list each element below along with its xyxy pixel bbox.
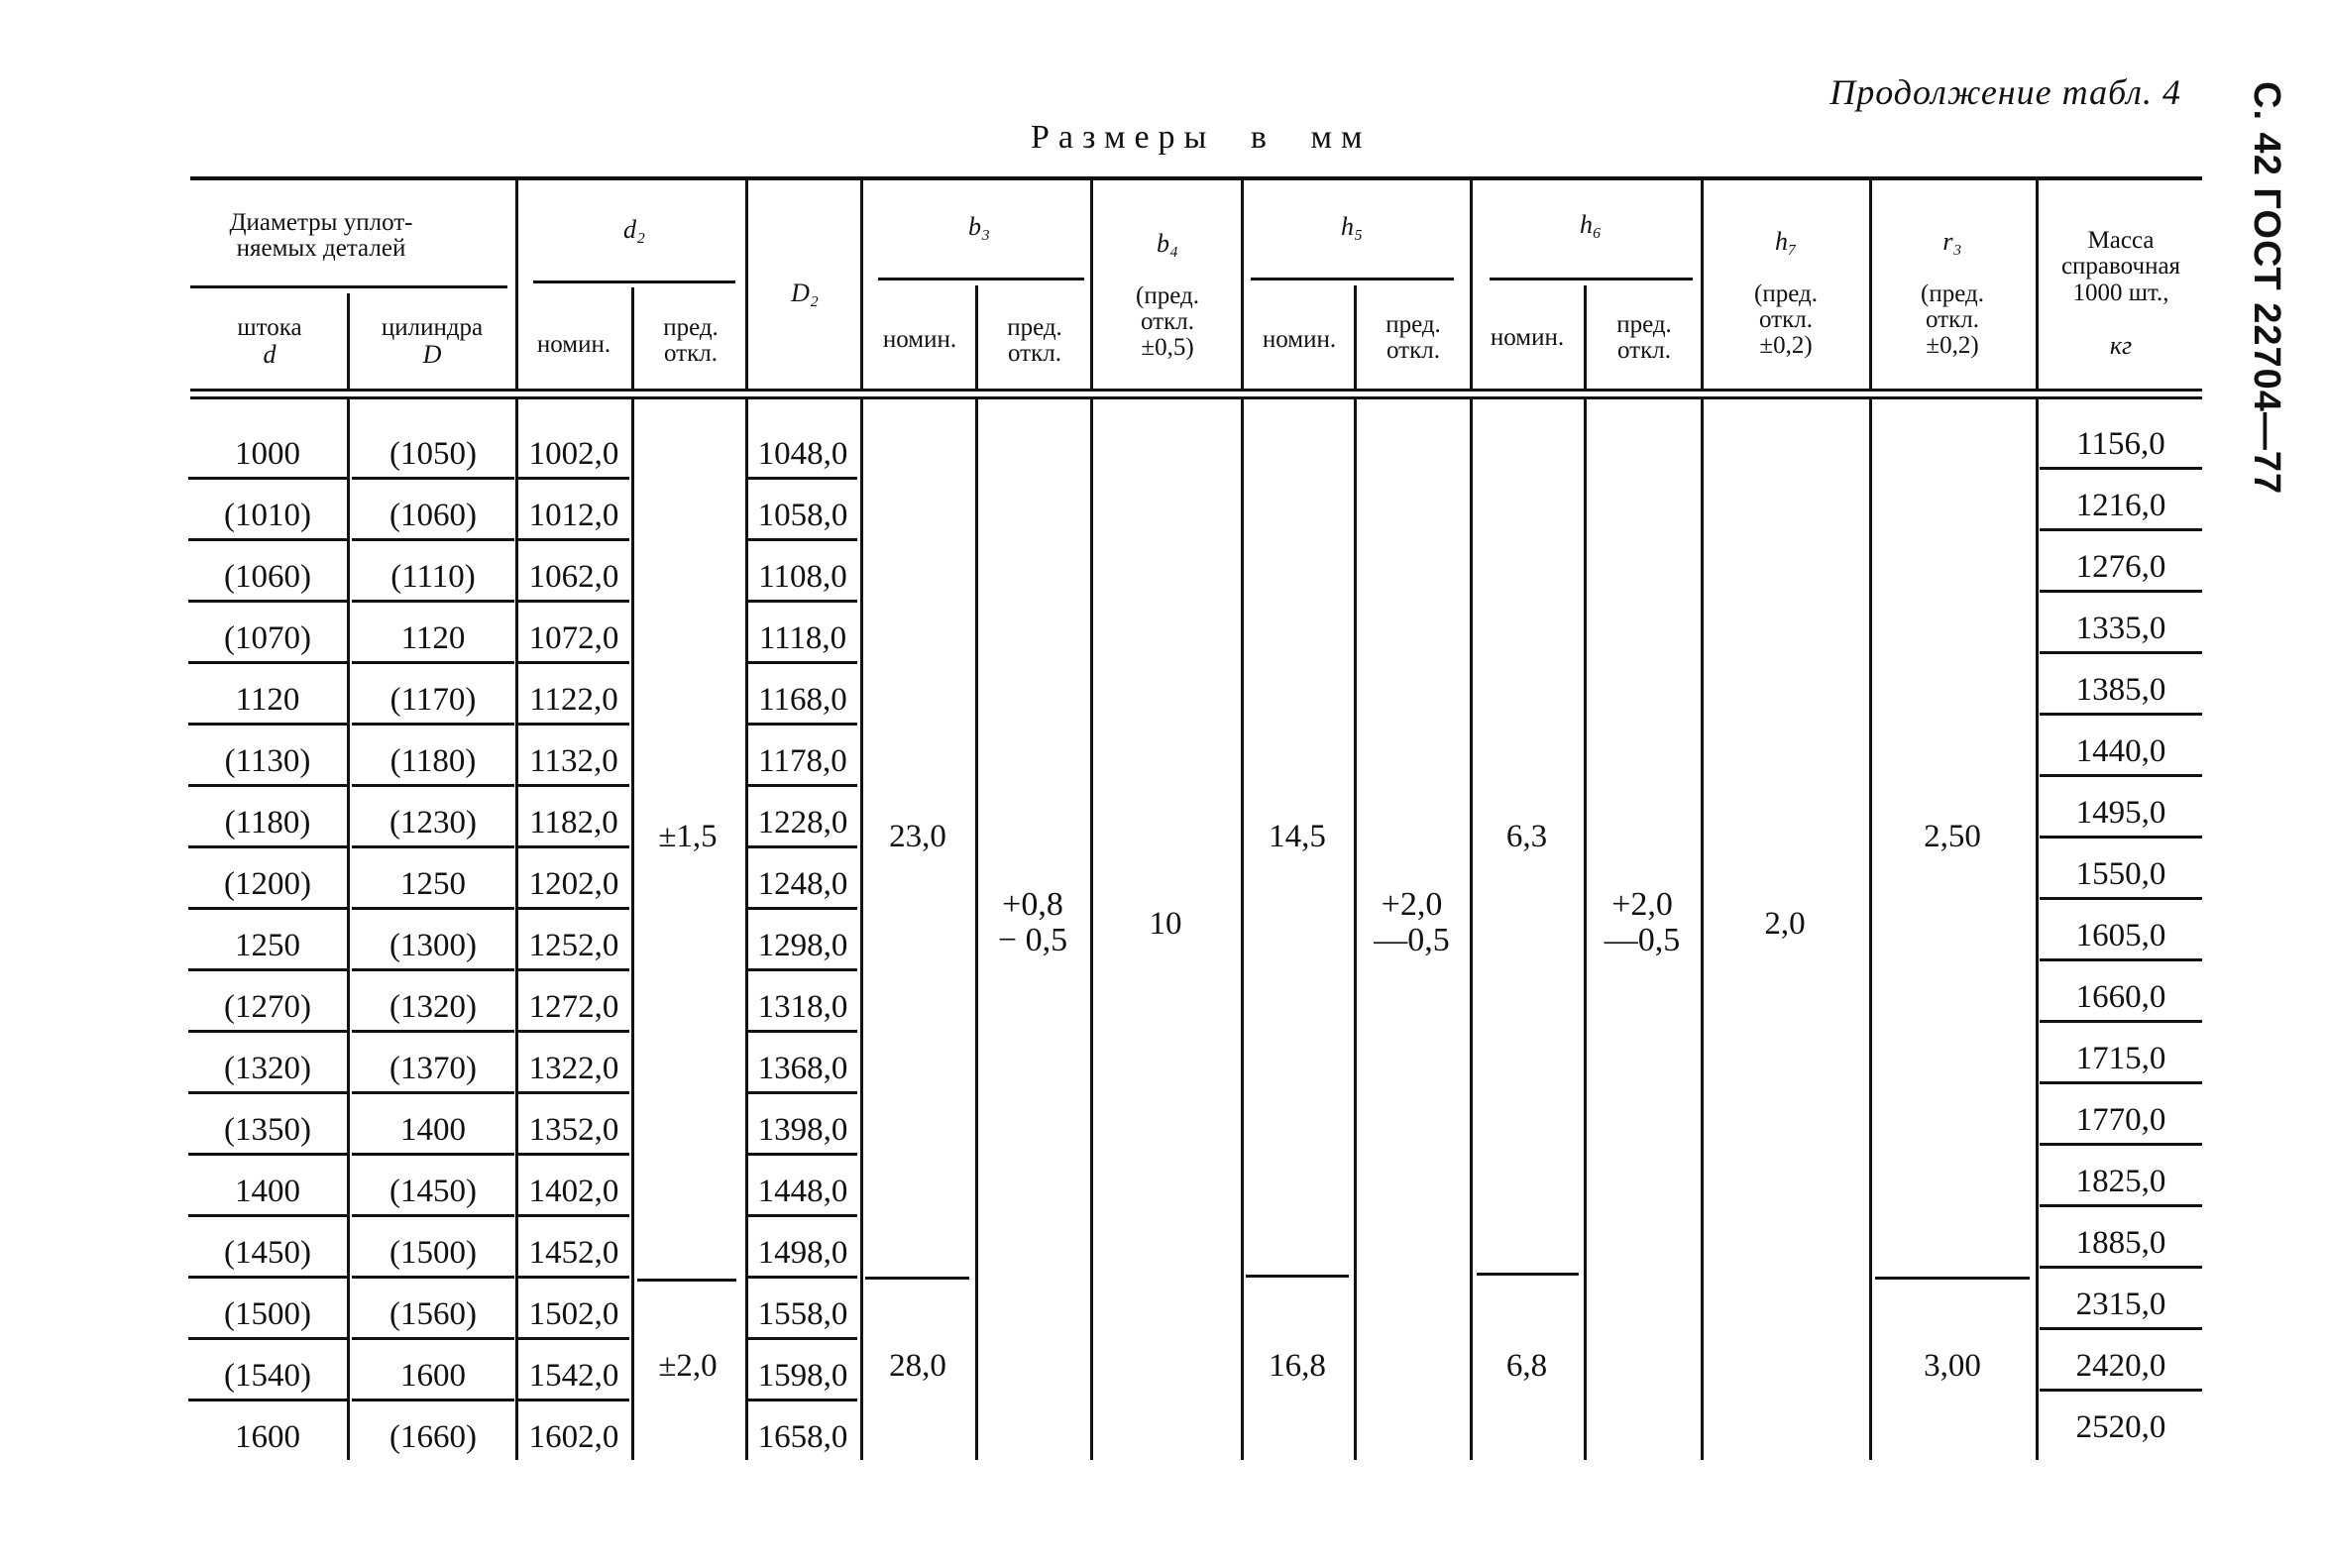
h7-value: 2,0 [1764,906,1806,942]
h5-dev-value: +2,0 —0,5 [1374,886,1450,958]
rod-diameter-cell: 1600 [235,1419,300,1455]
mass-cell: 1825,0 [2040,1164,2202,1207]
mass-cell: 1156,0 [2040,426,2202,470]
vline-body [1869,399,1872,1460]
mass-cell: 1440,0 [2040,733,2202,777]
vline-header [1090,180,1093,389]
D2-cell: 1368,0 [748,1051,857,1094]
h5-nom-split-rule [1246,1275,1349,1278]
rod-diameter-cell: (1060) [188,559,347,603]
d2-dev-split-rule [637,1279,736,1282]
cylinder-diameter-cell: 1600 [352,1358,514,1401]
header-bottom-rule-2 [190,396,2202,399]
rod-diameter-cell: 1120 [188,682,347,726]
cylinder-diameter-cell: (1050) [352,436,514,480]
mass-cell: 1550,0 [2040,856,2202,900]
D2-cell: 1448,0 [748,1174,857,1217]
d2-dev-value-2: ±2,0 [658,1348,718,1384]
cylinder-diameter-cell: 1400 [352,1112,514,1156]
vline-body [1470,399,1473,1460]
vline-header [1470,180,1473,389]
cylinder-diameter-cell: (1110) [352,559,514,603]
mass-cell: 1276,0 [2040,549,2202,593]
vline-header-sub [347,293,350,389]
D2-cell: 1118,0 [748,620,857,664]
d2-nom-cell: 1122,0 [518,682,629,726]
rod-diameter-cell: (1350) [188,1112,347,1156]
d2-nom-cell: 1542,0 [518,1358,629,1401]
rod-diameter-cell: (1450) [188,1235,347,1279]
mass-cell: 2315,0 [2040,1287,2202,1330]
rod-diameter-cell: (1130) [188,743,347,787]
d2-nom-cell: 1252,0 [518,928,629,971]
continuation-caption: Продолжение табл. 4 [1829,72,2181,112]
b3-dev-value: +0,8 − 0,5 [997,886,1068,958]
vline-header [1869,180,1872,389]
D2-cell: 1558,0 [748,1296,857,1340]
D2-cell: 1598,0 [748,1358,857,1401]
d2-nom-cell: 1132,0 [518,743,629,787]
d2-nom-cell: 1602,0 [528,1419,619,1455]
rod-diameter-cell: (1200) [188,866,347,910]
d2-nom-cell: 1322,0 [518,1051,629,1094]
vline-header [515,180,518,389]
d2-nom-cell: 1402,0 [518,1174,629,1217]
b3-nom-split-rule [865,1277,969,1280]
cylinder-diameter-cell: 1250 [352,866,514,910]
d2-nom-cell: 1352,0 [518,1112,629,1156]
mass-cell: 1216,0 [2040,488,2202,531]
d2-nom-cell: 1202,0 [518,866,629,910]
cylinder-diameter-cell: (1560) [352,1296,514,1340]
h6-dev-value: +2,0 —0,5 [1604,886,1681,958]
D2-cell: 1398,0 [748,1112,857,1156]
cylinder-diameter-cell: 1120 [352,620,514,664]
rod-diameter-cell: 1400 [188,1174,347,1217]
mass-cell: 1385,0 [2040,672,2202,716]
mass-cell: 1770,0 [2040,1102,2202,1146]
d2-nom-cell: 1452,0 [518,1235,629,1279]
cylinder-diameter-cell: (1060) [352,498,514,541]
vline-header-sub [631,287,634,389]
d2-group-rule [533,280,735,283]
mass-cell: 1605,0 [2040,918,2202,961]
r3-value-2: 3,00 [1924,1348,1981,1384]
r3-value-1: 2,50 [1924,819,1981,854]
d2-nom-cell: 1272,0 [518,989,629,1033]
vline-header-sub [1354,285,1357,389]
rod-diameter-cell: (1320) [188,1051,347,1094]
d2-nom-cell: 1502,0 [518,1296,629,1340]
vline-header [2036,180,2039,389]
vline-header [860,180,863,389]
units-caption: Размеры в мм [1031,119,1372,156]
D2-cell: 1298,0 [748,928,857,971]
rod-diameter-cell: (1540) [188,1358,347,1401]
cylinder-diameter-cell: (1180) [352,743,514,787]
h6-nom-value-1: 6,3 [1505,819,1548,854]
h6-group-rule [1490,278,1693,280]
dimensions-table: Диаметры уплот- няемых деталей штока d цилиндра D d₂ номин. пред. откл. D₂ b₃ номин. пред. откл. b₄ (пред. откл. ±0,5) h₅ номин. пред. откл. h₆ номин. пред. откл. h₇ (пред. откл. ±0,2) r₃ (пред. откл. ±0,2) Масса справочная 1000 шт., кг ±1,5 ±2,0 23,0 28,0 +0,8 − 0,5 10 14,5 16,8 +2,0 —0,5 6,3 6,8 +2,0 —0,5 2,0 2,50 3,00 1000 (1050) 1002,0 1048,0 1156,0 (1010) (1060) 1012,0 1058,0 1216,0 (1060) (1110) 1062,0 1108,0 1276,0 (1070) 1120 1072,0 1118,0 1335,0 1120 (1170) 1122,0 1168,0 1385,0 (1130) (1180) 1132,0 1178,0 1440,0 (1180) (1230) 1182,0 1228,0 1495,0 (1200) 1250 1202,0 1248,0 1550,0 1250 (1300) 1252,0 1298,0 1605,0 (1270) (1320) 1272,0 1318,0 1660,0 (1320) (1370) 1322,0 1368,0 1715,0 (1350) 1400 1352,0 1398,0 1770,0 1400 (1450) 1402,0 1448,0 1825,0 (1450) (1500) 1452,0 1498,0 1885,0 (1500) (1560) 1502,0 1558,0 2315,0 (1540) 1600 1542,0 1598,0 2420,0 1600 (1660) 1602,0 1658,0 2520,0 [0,0,2327,1568]
rod-diameter-cell: 1250 [188,928,347,971]
h5-nom-value-2: 16,8 [1269,1348,1326,1384]
vline-header-sub [975,285,978,389]
vline-body [2036,399,2039,1460]
h6-nom-value-2: 6,8 [1505,1348,1548,1384]
rod-diameter-cell: (1010) [188,498,347,541]
diam-group-rule [190,285,507,288]
D2-cell: 1108,0 [748,559,857,603]
d2-nom-cell: 1182,0 [518,805,629,848]
h6-nom-split-rule [1477,1273,1579,1276]
mass-cell: 2420,0 [2040,1348,2202,1392]
cylinder-diameter-cell: (1230) [352,805,514,848]
D2-cell: 1178,0 [748,743,857,787]
vline-body [860,399,863,1460]
D2-cell: 1318,0 [748,989,857,1033]
mass-cell: 1715,0 [2040,1041,2202,1084]
mass-cell: 1660,0 [2040,979,2202,1023]
D2-cell: 1048,0 [748,436,857,480]
b3-nom-value-1: 23,0 [889,819,946,854]
vline-header [1701,180,1704,389]
cylinder-diameter-cell: (1500) [352,1235,514,1279]
D2-cell: 1248,0 [748,866,857,910]
d2-nom-cell: 1062,0 [518,559,629,603]
cylinder-diameter-cell: (1450) [352,1174,514,1217]
b3-nom-value-2: 28,0 [889,1348,946,1384]
side-page-label: С. 42 ГОСТ 22704—77 [2246,81,2287,496]
rod-diameter-cell: (1070) [188,620,347,664]
cylinder-diameter-cell: (1320) [352,989,514,1033]
cylinder-diameter-cell: (1370) [352,1051,514,1094]
b4-value: 10 [1149,906,1182,942]
vline-body [631,399,634,1460]
D2-cell: 1658,0 [757,1419,848,1455]
table-top-rule [190,176,2202,180]
mass-cell: 1495,0 [2040,795,2202,839]
d2-nom-cell: 1002,0 [518,436,629,480]
D2-cell: 1498,0 [748,1235,857,1279]
d2-nom-cell: 1012,0 [518,498,629,541]
D2-cell: 1058,0 [748,498,857,541]
rod-diameter-cell: (1180) [188,805,347,848]
d2-dev-value-1: ±1,5 [658,819,718,854]
h5-group-rule [1251,278,1454,280]
header-bottom-rule [190,389,2202,392]
vline-header-sub [1584,285,1587,389]
vline-body [1241,399,1244,1460]
h5-nom-value-1: 14,5 [1269,819,1326,854]
rod-diameter-cell: (1270) [188,989,347,1033]
vline-body [347,399,350,1460]
rod-diameter-cell: 1000 [188,436,347,480]
D2-cell: 1168,0 [748,682,857,726]
cylinder-diameter-cell: (1170) [352,682,514,726]
rod-diameter-cell: (1500) [188,1296,347,1340]
cylinder-diameter-cell: (1660) [389,1419,477,1455]
d2-nom-cell: 1072,0 [518,620,629,664]
cylinder-diameter-cell: (1300) [352,928,514,971]
mass-cell: 1335,0 [2040,611,2202,654]
vline-header [1241,180,1244,389]
vline-header [745,180,748,389]
mass-cell: 1885,0 [2040,1225,2202,1269]
mass-cell: 2520,0 [2075,1409,2166,1445]
r3-split-rule [1875,1277,2030,1280]
D2-cell: 1228,0 [748,805,857,848]
b3-group-rule [878,278,1084,280]
